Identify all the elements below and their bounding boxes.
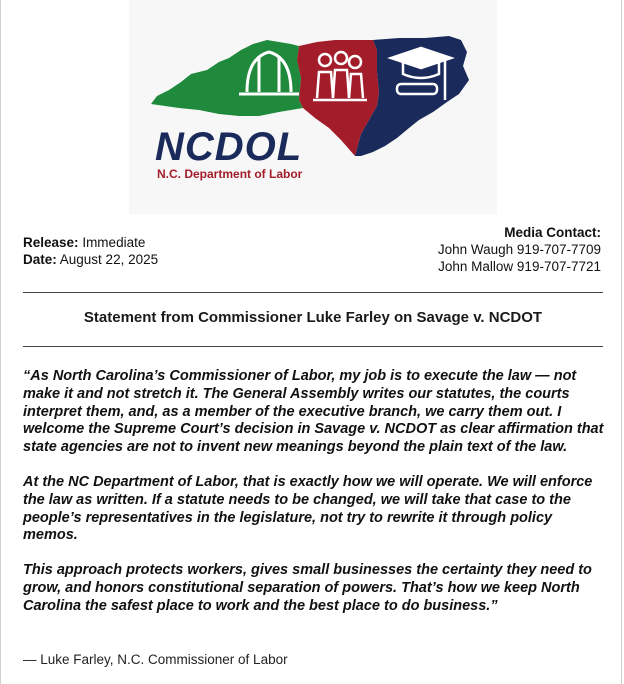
logo-acronym: NCDOL [155,125,303,169]
statement-body [23,368,605,633]
divider-top [23,292,603,293]
date-line [23,251,158,268]
statement-paragraph: This approach protects workers, gives small businesses the certainty they need to grow, and honors constitutional separation of powers. That’s how we keep North Carolina the safest place to work and the best place to do business.” [23,562,592,614]
divider-bottom [23,346,603,347]
ncdol-logo [129,0,497,214]
logo-subtitle: N.C. Department of Labor [157,167,303,181]
release-info [23,234,158,268]
contact-person: John Waugh 919-707-7709 [437,242,601,257]
headline: Statement from Commissioner Luke Farley on Savage v. NCDOT [83,309,543,326]
statement-paragraph: “As North Carolina’s Commissioner of Labor, my job is to execute the law — not make it and not stretch it. The General Assembly writes our statutes, the courts interpret them, and, as a member of the executive branch, we carry them out. I welcome the Supreme Court’s decision in Savage v. NCDOT as clear affirmation that state agencies are not to invent new meanings beyond the plain text of the law. [23,368,604,456]
media-contact [438,224,601,275]
release-line [23,234,158,251]
signoff: — Luke Farley, N.C. Commissioner of Labor [23,652,288,667]
date-label: Date: [23,252,57,267]
media-contact-label: Media Contact: [504,225,601,240]
release-value: Immediate [82,235,146,250]
contact-person: John Mallow 919-707-7721 [438,259,601,274]
date-value: August 22, 2025 [59,252,159,267]
release-label: Release: [23,235,79,250]
statement-paragraph: At the NC Department of Labor, that is exactly how we will operate. We will enforce the law as written. If a statute needs to be changed, we will take that case to the people’s representatives in the legislature, not try to rewrite it through policy memos. [23,473,593,544]
